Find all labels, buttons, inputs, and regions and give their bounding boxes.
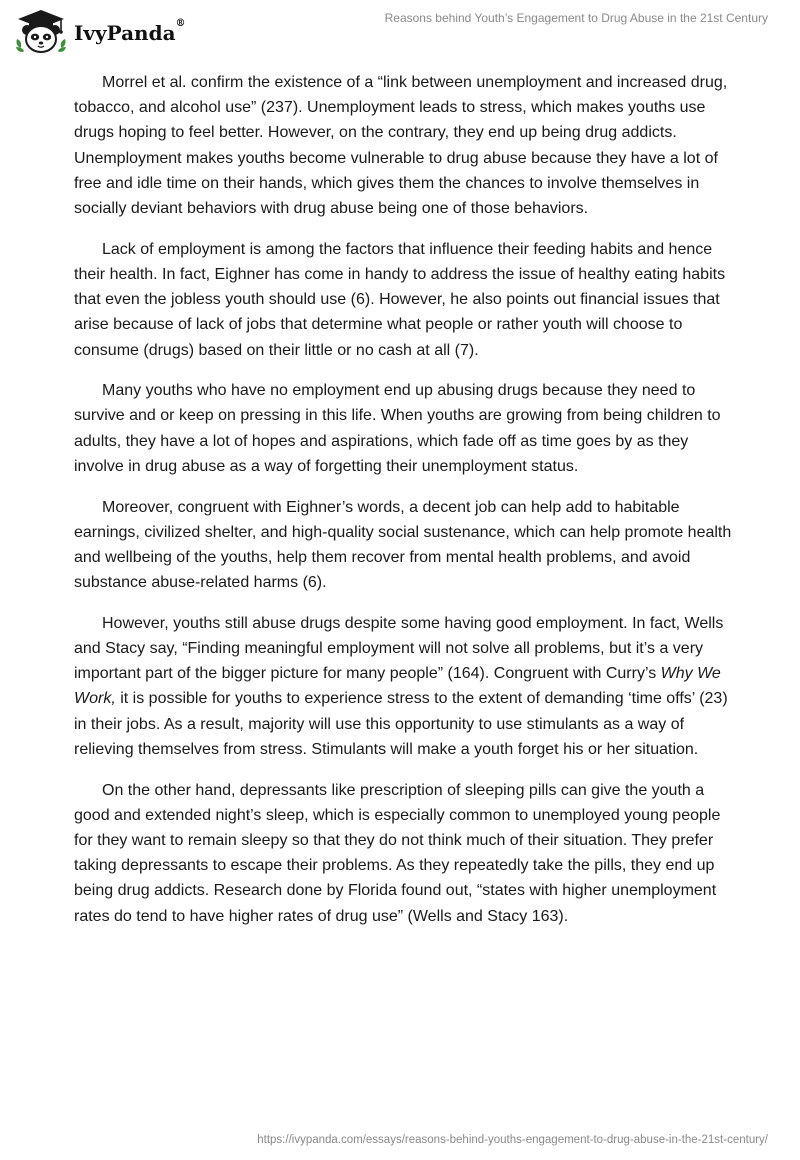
panda-graduate-icon [14, 8, 68, 54]
ivypanda-logo[interactable] [14, 8, 186, 54]
page-header [0, 0, 800, 60]
paragraph: Morrel et al. confirm the existence of a “link between unemployment and increased drug, tobacco, and alcohol use” (237). Unemployment leads to stress, which makes youths use drugs hoping to feel better. However, on the contrary, they end up being drug addicts. Unemployment makes youths become vulnerable to drug abuse because they have a lot of free and idle time on their hands, which gives them the chances to involve themselves in socially deviant behaviors with drug abuse being one of those behaviors. [74, 74, 728, 218]
registered-mark: ® [175, 18, 186, 29]
paragraph: Lack of employment is among the factors that influence their feeding habits and hence their health. In fact, Eighner has come in handy to address the issue of healthy eating habits that even the jobless youth should use (6). However, he also points out financial issues that arise because of lack of jobs that determine what people or rather youth will choose to consume (drugs) based on their little or no cash at all (7). [74, 240, 726, 359]
paragraph: Many youths who have no employment end up abusing drugs because they need to survive and or keep on pressing in this life. When youths are growing from being children to adults, they have a lot of hopes and aspirations, which fade off as time goes by as they involve in drug abuse as a way of forgetting their unemployment status. [74, 382, 721, 475]
paragraph-text: However, youths still abuse drugs despite some having good employment. In fact, Wells and Stacy say, “Finding meaningful employment will not solve all problems, but it’s a very important part of the bigger picture for many people” (164). Congruent with Curry’s [74, 614, 724, 683]
paragraph: On the other hand, depressants like prescription of sleeping pills can give the youth a good and extended night’s sleep, which is especially common to unemployed young people for they want to remain sleepy so that they do not think much of their situation. They prefer taking depressants to escape their problems. As they repeatedly take the pills, they end up being drug addicts. Research done by Florida found out, “states with higher unemployment rates do tend to have higher rates of drug use” (Wells and Stacy 163). [74, 781, 721, 925]
paragraph: Moreover, congruent with Eighner’s words, a decent job can help add to habitable earnings, civilized shelter, and high-quality social sustenance, which can help promote health and wellbeing of the youths, help them recover from mental health problems, and avoid substance abuse-related harms (6). [74, 498, 732, 592]
book-title: Why We Work, [74, 665, 721, 708]
paragraph [74, 611, 734, 762]
source-url[interactable]: https://ivypanda.com/essays/reasons-behind-youths-engagement-to-drug-abuse-in-the-21st-century/ [257, 1134, 768, 1146]
document-running-title: Reasons behind Youth’s Engagement to Drug Abuse in the 21st Century [384, 11, 768, 25]
brand-name: IvyPanda® [74, 18, 186, 45]
essay-body [74, 70, 734, 944]
paragraph-text: it is possible for youths to experience stress to the extent of demanding ‘time offs’ (23) in their jobs. As a result, majority will use this opportunity to use stimulants as a way of relieving themselves from stress. Stimulants will make a youth forget his or her situation. [74, 690, 728, 758]
